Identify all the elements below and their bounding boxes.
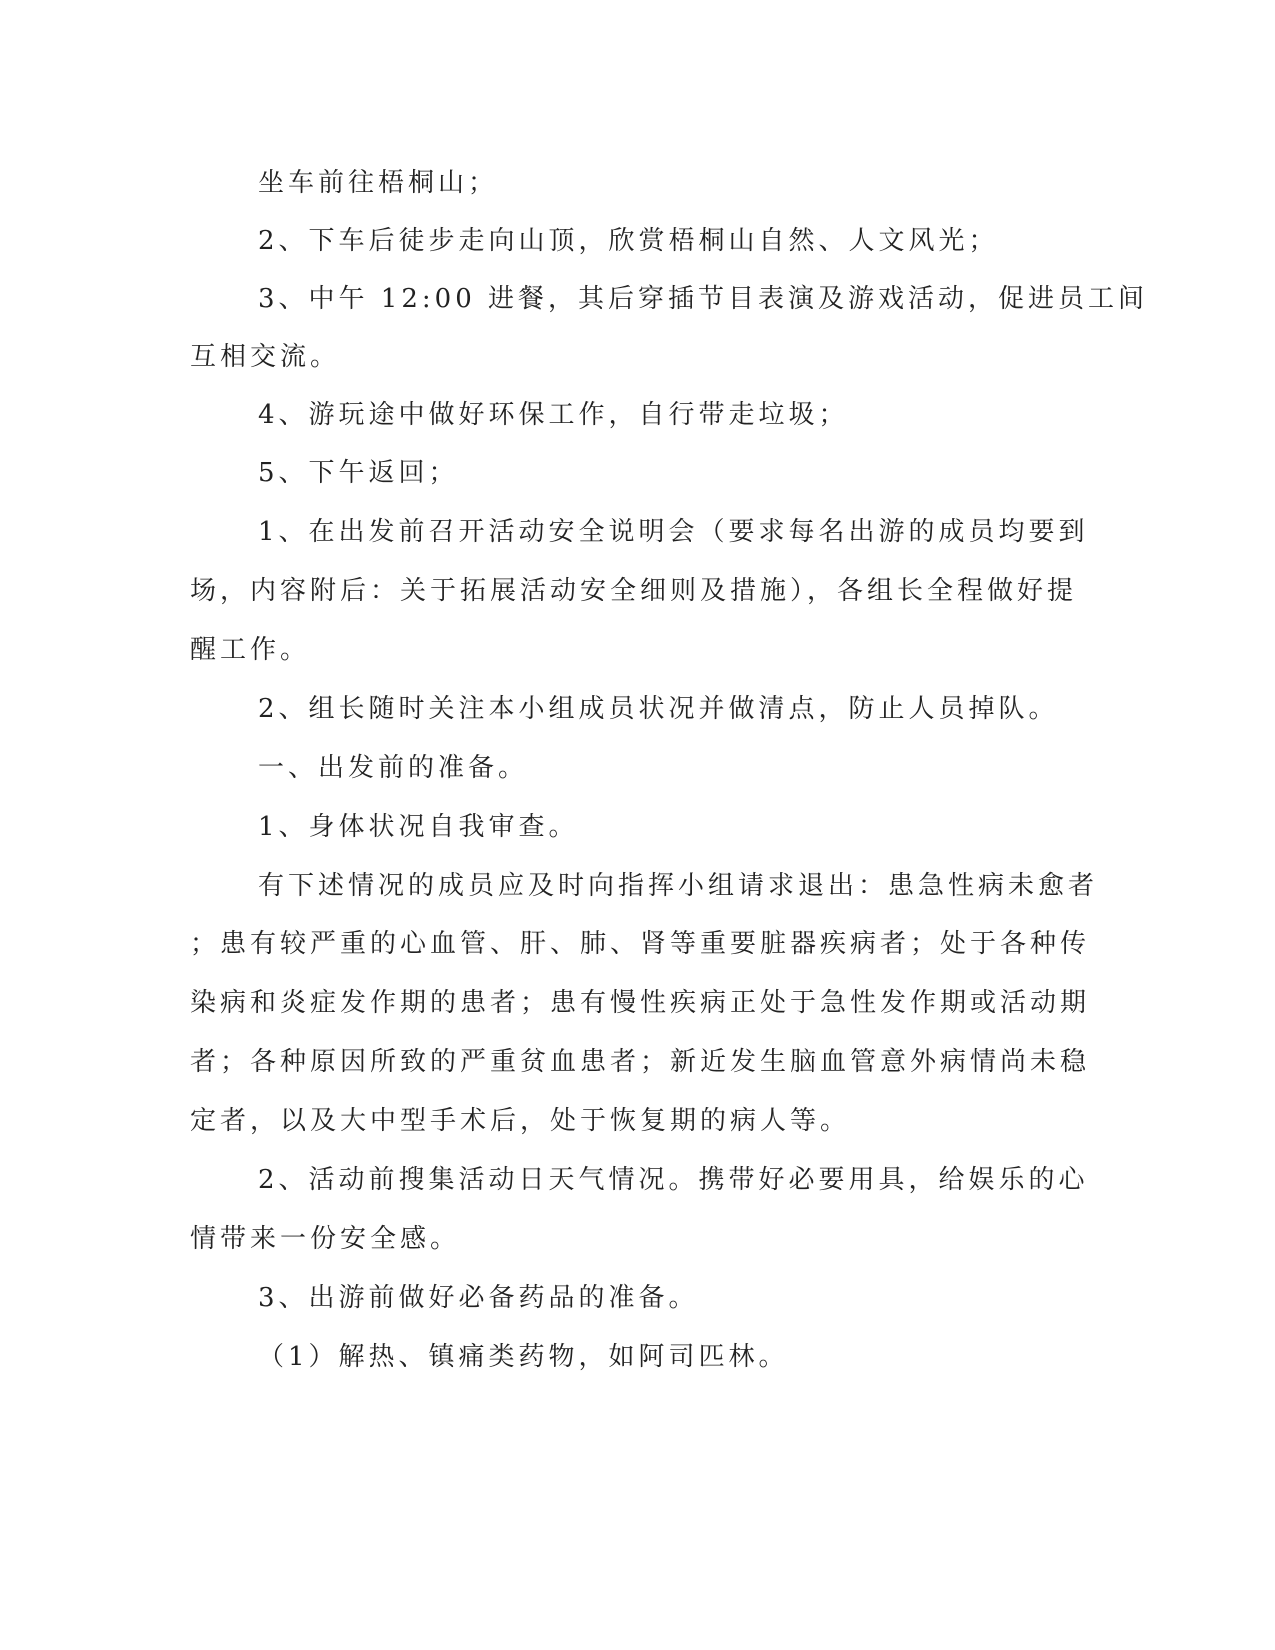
text-line: 3、出游前做好必备药品的准备。 — [258, 1283, 699, 1313]
text-line: 1、身体状况自我审查。 — [258, 812, 579, 842]
text-line: 2、组长随时关注本小组成员状况并做清点，防止人员掉队。 — [258, 694, 1059, 724]
text-line: 场，内容附后：关于拓展活动安全细则及措施），各组长全程做好提 — [190, 576, 1078, 606]
text-line: 2、活动前搜集活动日天气情况。携带好必要用具，给娱乐的心 — [258, 1165, 1089, 1195]
text-line: 4、游玩途中做好环保工作，自行带走垃圾； — [258, 400, 849, 430]
text-line: 坐车前往梧桐山； — [258, 168, 499, 198]
text-line: 情带来一份安全感。 — [190, 1224, 461, 1254]
text-line: 醒工作。 — [190, 635, 311, 665]
text-line: 者；各种原因所致的严重贫血患者；新近发生脑血管意外病情尚未稳 — [190, 1047, 1091, 1077]
text-line: 3、中午 12:00 进餐，其后穿插节目表演及游戏活动，促进员工间 — [258, 284, 1148, 314]
text-line: （1）解热、镇痛类药物，如阿司匹林。 — [258, 1342, 789, 1372]
text-line: 染病和炎症发作期的患者；患有慢性疾病正处于急性发作期或活动期 — [190, 988, 1091, 1018]
text-line: 互相交流。 — [190, 342, 341, 372]
text-line: 5、下午返回； — [258, 458, 459, 488]
section-heading: 一、出发前的准备。 — [258, 753, 529, 783]
text-line: 1、在出发前召开活动安全说明会（要求每名出游的成员均要到 — [258, 517, 1089, 547]
text-line: ；患有较严重的心血管、肝、肺、肾等重要脏器疾病者；处于各种传 — [190, 929, 1091, 959]
text-line: 定者，以及大中型手术后，处于恢复期的病人等。 — [190, 1106, 851, 1136]
text-line: 2、下车后徒步走向山顶，欣赏梧桐山自然、人文风光； — [258, 226, 999, 256]
text-line: 有下述情况的成员应及时向指挥小组请求退出：患急性病未愈者 — [258, 871, 1099, 901]
